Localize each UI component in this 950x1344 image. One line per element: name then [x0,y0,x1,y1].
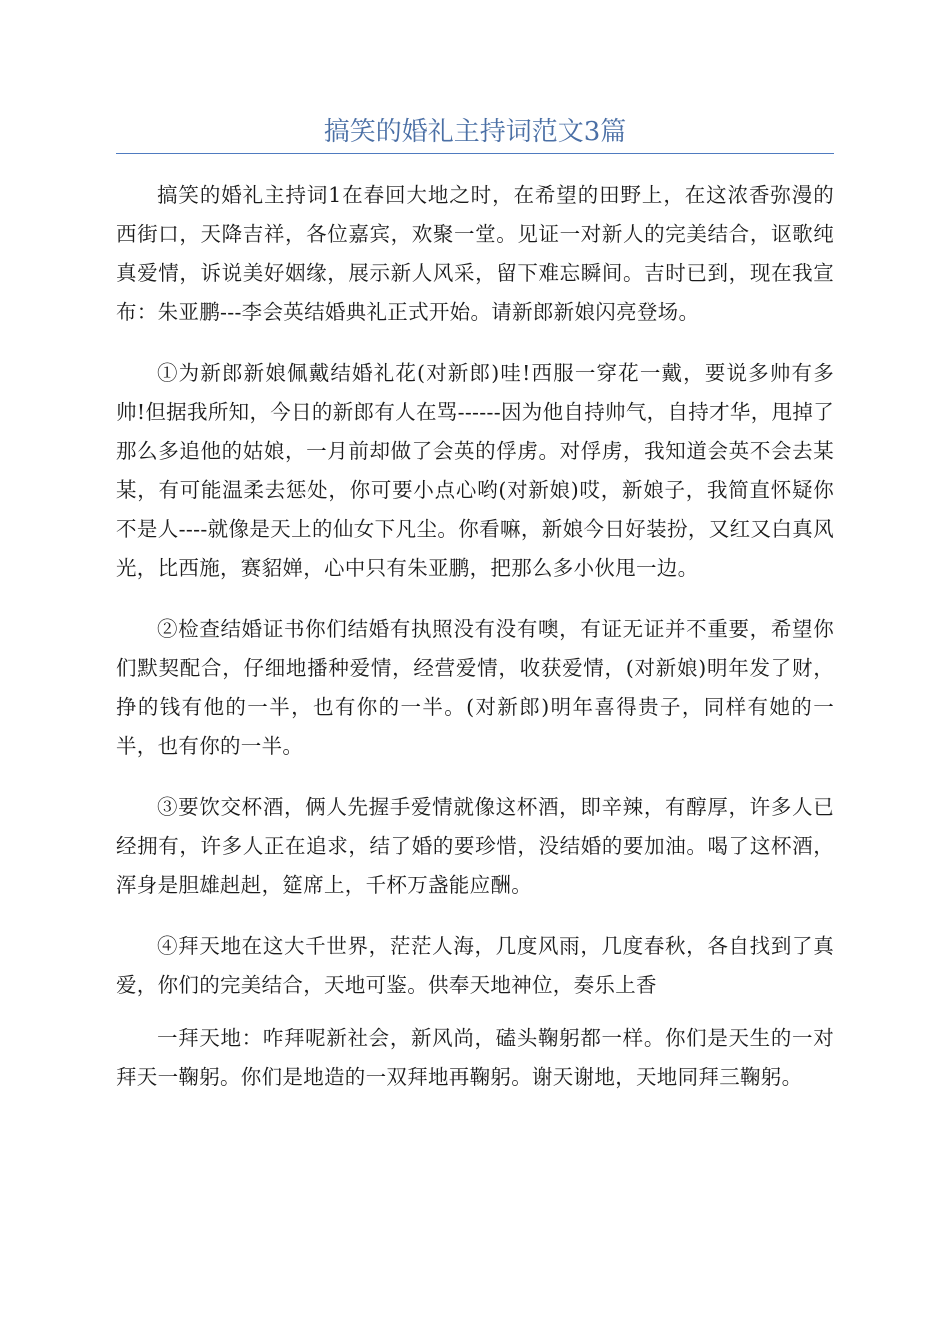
document-title: 搞笑的婚礼主持词范文3篇 [323,117,627,147]
title-underline [116,153,834,154]
paragraph-step-2: ②检查结婚证书你们结婚有执照没有没有噢，有证无证并不重要，希望你们默契配合，仔细地播种爱情，经营爱情，收获爱情，(对新娘)明年发了财，挣的钱有他的一半，也有你的一半。(对新郎)明年喜得贵子，同样有她的一半，也有你的一半。 [116,617,834,758]
paragraph-first-bow: 一拜天地：咋拜呢新社会，新风尚，磕头鞠躬都一样。你们是天生的一对拜天一鞠躬。你们是地造的一双拜地再鞠躬。谢天谢地，天地同拜三鞠躬。 [116,1026,834,1089]
paragraph-step-3: ③要饮交杯酒，俩人先握手爱情就像这杯酒，即辛辣，有醇厚，许多人已经拥有，许多人正在追求，结了婚的要珍惜，没结婚的要加油。喝了这杯酒，浑身是胆雄赳赳，筵席上，千杯万盏能应酬。 [116,795,834,897]
paragraph-step-1: ①为新郎新娘佩戴结婚礼花(对新郎)哇!西服一穿花一戴，要说多帅有多帅!但据我所知，今日的新郎有人在骂------因为他自持帅气，自持才华，甩掉了那么多追他的姑娘，一月前却做了会英的俘虏。对俘虏，我知道会英不会去某某，有可能温柔去惩处，你可要小点心哟(对新娘)哎，新娘子，我简直怀疑你不是人----就像是天上的仙女下凡尘。你看嘛，新娘今日好装扮，又红又白真风光，比西施，赛貂婵，心中只有朱亚鹏，把那么多小伙甩一边。 [116,361,834,580]
paragraph-step-4: ④拜天地在这大千世界，茫茫人海，几度风雨，几度春秋，各自找到了真爱，你们的完美结合，天地可鉴。供奉天地神位，奏乐上香 [116,934,834,997]
document-body [116,176,834,1119]
paragraph-intro: 搞笑的婚礼主持词1在春回大地之时，在希望的田野上，在这浓香弥漫的西街口，天降吉祥，各位嘉宾，欢聚一堂。见证一对新人的完美结合，讴歌纯真爱情，诉说美好姻缘，展示新人风采，留下难忘瞬间。吉时已到，现在我宣布：朱亚鹏---李会英结婚典礼正式开始。请新郎新娘闪亮登场。 [116,183,834,324]
